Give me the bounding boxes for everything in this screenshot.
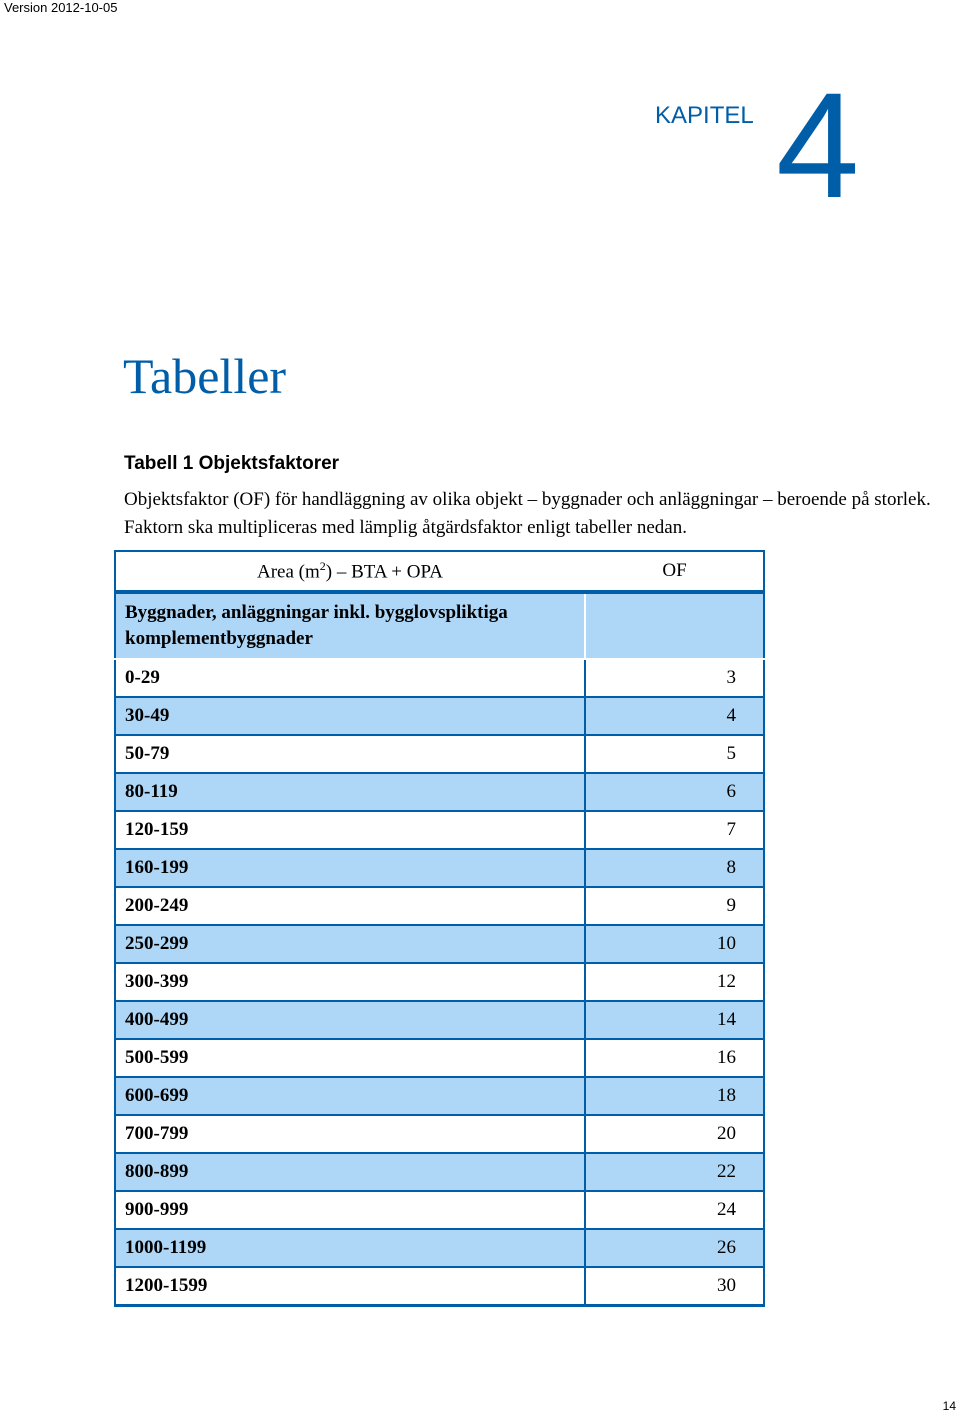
table-caption: Tabell 1 Objektsfaktorer xyxy=(124,453,340,474)
area-range-cell: 200-249 xyxy=(115,887,585,925)
category-label: Byggnader, anläggningar inkl. bygglovspliktiga komplementbyggnader xyxy=(115,592,585,659)
of-value-cell: 22 xyxy=(585,1153,764,1191)
of-column-header: OF xyxy=(585,551,764,592)
table-row xyxy=(115,659,764,697)
area-range-cell: 250-299 xyxy=(115,925,585,963)
of-value-cell: 10 xyxy=(585,925,764,963)
of-value-cell: 24 xyxy=(585,1191,764,1229)
table-row xyxy=(115,1039,764,1077)
category-row xyxy=(115,592,764,659)
category-empty-cell xyxy=(585,592,764,659)
area-range-cell: 800-899 xyxy=(115,1153,585,1191)
area-header-text: Area (m xyxy=(256,561,320,583)
table-row xyxy=(115,735,764,773)
area-range-cell: 120-159 xyxy=(115,811,585,849)
table-row xyxy=(115,887,764,925)
page-title: Tabeller xyxy=(123,348,287,404)
table-row xyxy=(115,1153,764,1191)
of-value-cell: 18 xyxy=(585,1077,764,1115)
of-value-cell: 3 xyxy=(585,659,764,697)
area-column-header xyxy=(115,551,585,592)
chapter-number: 4 xyxy=(776,61,860,229)
area-header-suffix: ) – BTA + OPA xyxy=(325,561,444,583)
of-value-cell: 7 xyxy=(585,811,764,849)
table-header-row xyxy=(115,551,764,592)
area-header-superscript: 2 xyxy=(319,558,326,573)
of-value-cell: 26 xyxy=(585,1229,764,1267)
area-range-cell: 300-399 xyxy=(115,963,585,1001)
of-value-cell: 5 xyxy=(585,735,764,773)
version-stamp: Version 2012-10-05 xyxy=(4,0,118,15)
table-row xyxy=(115,1001,764,1039)
area-range-cell: 1200-1599 xyxy=(115,1267,585,1306)
area-range-cell: 0-29 xyxy=(115,659,585,697)
table-row xyxy=(115,773,764,811)
table-row xyxy=(115,1115,764,1153)
chapter-label: KAPITEL xyxy=(655,102,754,129)
table-row xyxy=(115,697,764,735)
of-value-cell: 8 xyxy=(585,849,764,887)
area-range-cell: 400-499 xyxy=(115,1001,585,1039)
area-range-cell: 500-599 xyxy=(115,1039,585,1077)
of-value-cell: 12 xyxy=(585,963,764,1001)
area-range-cell: 700-799 xyxy=(115,1115,585,1153)
of-value-cell: 30 xyxy=(585,1267,764,1306)
of-value-cell: 4 xyxy=(585,697,764,735)
area-range-cell: 50-79 xyxy=(115,735,585,773)
table-row xyxy=(115,1267,764,1306)
table-row xyxy=(115,1077,764,1115)
area-range-cell: 30-49 xyxy=(115,697,585,735)
table-row xyxy=(115,1191,764,1229)
area-range-cell: 900-999 xyxy=(115,1191,585,1229)
of-value-cell: 9 xyxy=(585,887,764,925)
of-value-cell: 20 xyxy=(585,1115,764,1153)
table-row xyxy=(115,849,764,887)
of-value-cell: 6 xyxy=(585,773,764,811)
objektsfaktor-table xyxy=(114,550,765,1307)
table-row xyxy=(115,925,764,963)
area-range-cell: 80-119 xyxy=(115,773,585,811)
page-number: 14 xyxy=(942,1399,956,1413)
intro-text xyxy=(124,486,954,542)
intro-paragraph: Objektsfaktor (OF) för handläggning av olika objekt – byggnader och anläggningar – beroende på storlek. Faktorn ska multipliceras med lämplig åtgärdsfaktor enligt tabeller nedan. xyxy=(124,489,931,538)
of-value-cell: 16 xyxy=(585,1039,764,1077)
area-range-cell: 600-699 xyxy=(115,1077,585,1115)
table-row xyxy=(115,1229,764,1267)
area-range-cell: 1000-1199 xyxy=(115,1229,585,1267)
area-range-cell: 160-199 xyxy=(115,849,585,887)
table-row xyxy=(115,963,764,1001)
of-value-cell: 14 xyxy=(585,1001,764,1039)
table-row xyxy=(115,811,764,849)
